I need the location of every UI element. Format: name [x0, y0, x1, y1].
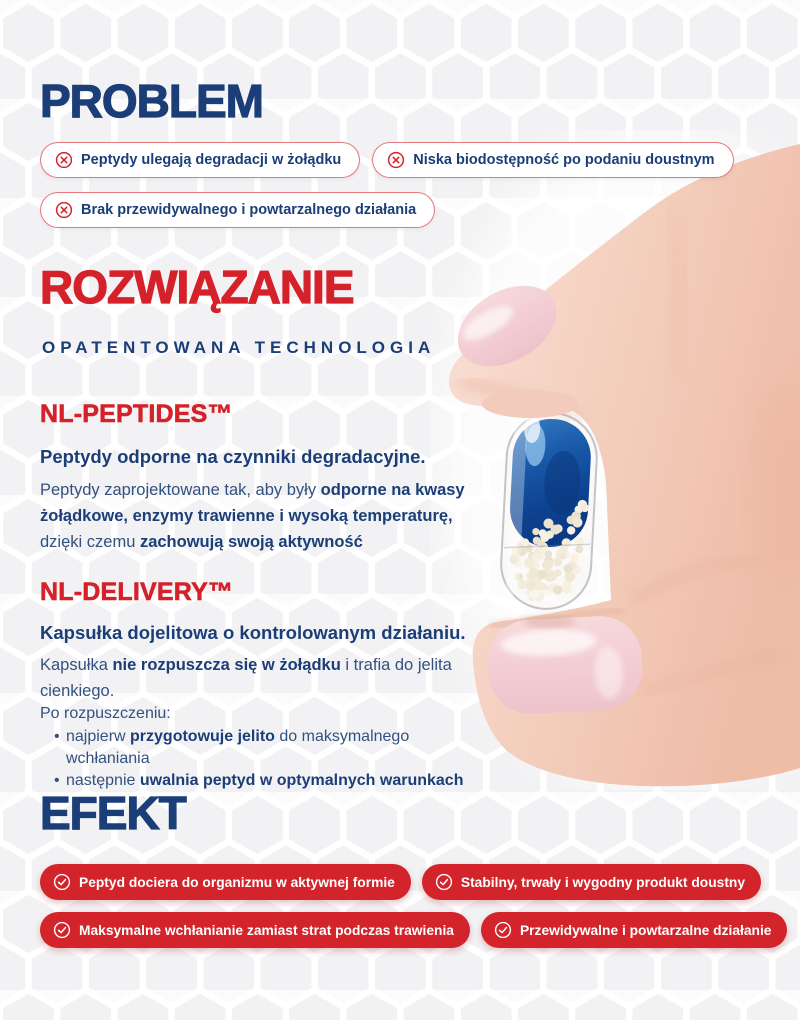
effect-badge [40, 864, 411, 900]
solution-subtitle: OPATENTOWANA TECHNOLOGIA [42, 338, 436, 357]
thumbnail [486, 614, 645, 716]
circle-x-icon [55, 151, 73, 169]
circle-check-icon [494, 921, 512, 939]
problem-badge-label: Niska biodostępność po podaniu doustnym [413, 152, 715, 168]
problem-badge-label: Peptydy ulegają degradacji w żołądku [81, 152, 342, 168]
hand-holding-capsule-photo [430, 130, 800, 790]
effect-badge-label: Peptyd dociera do organizmu w aktywnej formie [79, 874, 395, 890]
nl-delivery-lead: Kapsułka dojelitowa o kontrolowanym działaniu. [40, 622, 466, 643]
circle-x-icon [55, 201, 73, 219]
nl-peptides-heading: NL-PEPTIDES™ [40, 400, 233, 428]
effect-badge [481, 912, 787, 948]
nl-peptides-body: Peptydy zaprojektowane tak, aby były odporne na kwasy żołądkowe, enzymy trawienne i wysoką temperaturę, dzięki czemu zachowują swoją aktywność [40, 481, 465, 551]
circle-check-icon [53, 873, 71, 891]
effect-badge-label: Maksymalne wchłanianie zamiast strat podczas trawienia [79, 922, 454, 938]
problem-badge [40, 142, 360, 178]
problem-title: PROBLEM [40, 75, 263, 127]
nl-delivery-body: Kapsułka nie rozpuszcza się w żołądku i trafia do jelita cienkiego. [40, 656, 452, 700]
nl-peptides-lead: Peptydy odporne na czynniki degradacyjne. [40, 446, 426, 467]
problem-badges [40, 142, 740, 228]
circle-x-icon [387, 151, 405, 169]
effect-title: EFEKT [40, 787, 186, 839]
delivery-bullet-2: • następnie uwalnia peptyd w optymalnych warunkach [54, 770, 494, 792]
solution-title: ROZWIĄZANIE [40, 261, 354, 313]
delivery-bullet-list [40, 726, 494, 792]
index-fingertip-pad [482, 390, 578, 418]
effect-badges [40, 864, 800, 948]
problem-badge [40, 192, 435, 228]
effect-badge-label: Przewidywalne i powtarzalne działanie [519, 922, 772, 938]
delivery-bullet-1: • najpierw przygotowuje jelito do maksymalnego wchłaniania [54, 726, 494, 770]
nl-delivery-heading: NL-DELIVERY™ [40, 578, 234, 606]
effect-badge-label: Stabilny, trwały i wygodny produkt doustny [460, 874, 746, 890]
effect-badge [40, 912, 470, 948]
problem-badge [372, 142, 733, 178]
circle-check-icon [435, 873, 453, 891]
delivery-list-intro: Po rozpuszczeniu: [40, 705, 171, 722]
capsule [499, 411, 599, 611]
effect-badge [422, 864, 761, 900]
problem-badge-label: Brak przewidywalnego i powtarzalnego działania [81, 202, 417, 218]
circle-check-icon [53, 921, 71, 939]
